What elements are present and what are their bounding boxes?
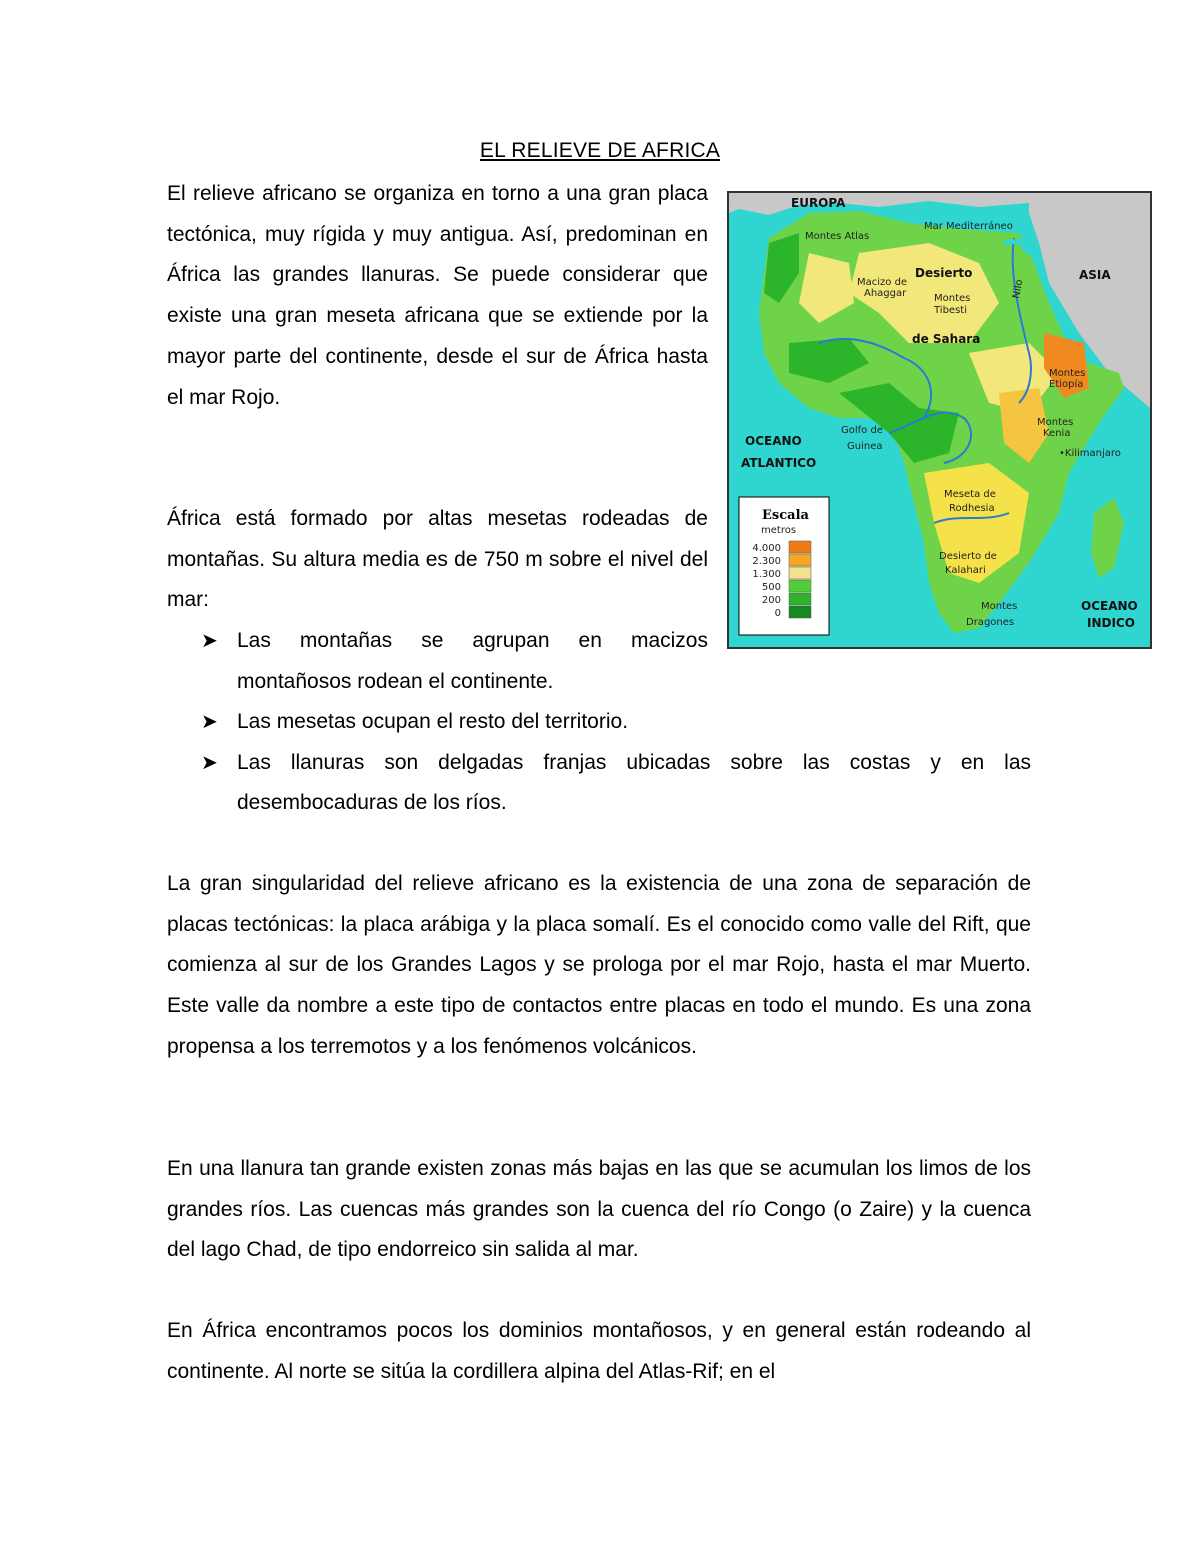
intro-paragraph bbox=[167, 174, 708, 418]
elevation-scale-legend bbox=[739, 497, 829, 635]
africa-relief-map bbox=[727, 191, 1152, 649]
kalahari-label: Kalahari bbox=[945, 565, 986, 576]
europe-label: EUROPA bbox=[791, 196, 846, 210]
mountains-paragraph bbox=[167, 1311, 1031, 1392]
ahaggar-label: Ahaggar bbox=[864, 288, 907, 299]
ethiopia-label: Montes bbox=[1049, 368, 1086, 379]
bullet-list-continued bbox=[167, 702, 1031, 824]
legend-color-swatch bbox=[789, 554, 811, 566]
arrow-bullet-icon: ➤ bbox=[201, 751, 218, 774]
indian-ocean-label: OCEANO bbox=[1081, 599, 1138, 613]
bullet-list bbox=[167, 621, 708, 702]
legend-unit: metros bbox=[761, 525, 797, 536]
kenya-label: Kenia bbox=[1043, 428, 1071, 439]
mediterranean-label: Mar Mediterráneo bbox=[924, 221, 1013, 232]
atlantic-label: ATLANTICO bbox=[741, 456, 817, 470]
asia-label: ASIA bbox=[1079, 268, 1111, 282]
desert-label: Desierto bbox=[915, 266, 973, 280]
relief-summary-text: África está formado por altas mesetas rodeadas de montañas. Su altura media es de 750 m sobre el nivel del mar: bbox=[167, 507, 708, 612]
list-item bbox=[167, 621, 708, 702]
legend-title: Escala bbox=[762, 508, 809, 523]
legend-color-swatch bbox=[789, 593, 811, 605]
legend-level-label: 4.000 bbox=[752, 543, 781, 554]
rift-text: La gran singularidad del relieve africano es la existencia de una zona de separación de placas tectónicas: la placa arábiga y la placa somalí. Es el conocido como valle del Rift, que comienza al sur de los Grandes Lagos y se prologa por el mar Rojo, hasta el mar Muerto. Este valle da nombre a este tipo de contactos entre placas en todo el mundo. Es una zona propensa a los terremotos y a los fenómenos volcánicos. bbox=[167, 872, 1031, 1058]
atlas-label: Montes Atlas bbox=[805, 231, 870, 242]
list-item bbox=[167, 743, 1031, 824]
relief-summary-paragraph bbox=[167, 499, 708, 621]
tibesti-label: Tibesti bbox=[934, 305, 967, 316]
sahara-label: de Sahara bbox=[912, 332, 981, 346]
legend-color-swatch bbox=[789, 567, 811, 579]
legend-level-label: 1.300 bbox=[752, 569, 781, 580]
rodhesia-label: Meseta de bbox=[944, 489, 996, 500]
bullet-text: Las llanuras son delgadas franjas ubicadas sobre las costas y en las desembocaduras de los ríos. bbox=[237, 750, 1031, 815]
basins-paragraph bbox=[167, 1149, 1031, 1271]
africa-map-svg bbox=[729, 193, 1150, 647]
nile-label: Nilo bbox=[1011, 278, 1026, 300]
kalahari-label: Desierto de bbox=[939, 551, 997, 562]
dragones-label: Dragones bbox=[966, 617, 1015, 628]
kenya-label: Montes bbox=[1037, 417, 1074, 428]
legend-color-swatch bbox=[789, 541, 811, 553]
guinea-label: Golfo de bbox=[841, 425, 883, 436]
guinea-label: Guinea bbox=[847, 441, 883, 452]
kilimanjaro-label: •Kilimanjaro bbox=[1059, 448, 1121, 459]
rift-paragraph bbox=[167, 864, 1031, 1068]
ahaggar-label: Macizo de bbox=[857, 277, 908, 288]
legend-level-label: 200 bbox=[761, 595, 781, 606]
legend-color-swatch bbox=[789, 580, 811, 592]
legend-level-label: 500 bbox=[761, 582, 781, 593]
legend-level-label: 2.300 bbox=[752, 556, 781, 567]
rodhesia-label: Rodhesia bbox=[949, 503, 995, 514]
list-item bbox=[167, 702, 1031, 743]
bullet-text: Las montañas se agrupan en macizos montañosos rodean el continente. bbox=[237, 629, 708, 693]
mountains-text: En África encontramos pocos los dominios montañosos, y en general están rodeando al continente. Al norte se sitúa la cordillera alpina del Atlas-Rif; en el bbox=[167, 1319, 1031, 1383]
ethiopia-label: Etiopía bbox=[1049, 379, 1084, 390]
tibesti-label: Montes bbox=[934, 293, 971, 304]
intro-text: El relieve africano se organiza en torno a una gran placa tectónica, muy rígida y muy antigua. Así, predominan en África las grandes llanuras. Se puede considerar que existe una gran meseta africana que se extiende por la mayor parte del continente, desde el sur de África hasta el mar Rojo. bbox=[167, 182, 708, 409]
page-title: EL RELIEVE DE AFRICA bbox=[479, 139, 721, 162]
atlantic-label: OCEANO bbox=[745, 434, 802, 448]
arrow-bullet-icon: ➤ bbox=[201, 630, 218, 652]
legend-level-label: 0 bbox=[774, 608, 781, 619]
indian-ocean-label: INDICO bbox=[1087, 616, 1135, 630]
arrow-bullet-icon: ➤ bbox=[201, 711, 218, 733]
dragones-label: Montes bbox=[981, 601, 1018, 612]
bullet-text: Las mesetas ocupan el resto del territorio. bbox=[237, 710, 629, 733]
legend-color-swatch bbox=[789, 606, 811, 618]
basins-text: En una llanura tan grande existen zonas más bajas en las que se acumulan los limos de los grandes ríos. Las cuencas más grandes son la cuenca del río Congo (o Zaire) y la cuenca del lago Chad, de tipo endorreico sin salida al mar. bbox=[167, 1157, 1031, 1262]
